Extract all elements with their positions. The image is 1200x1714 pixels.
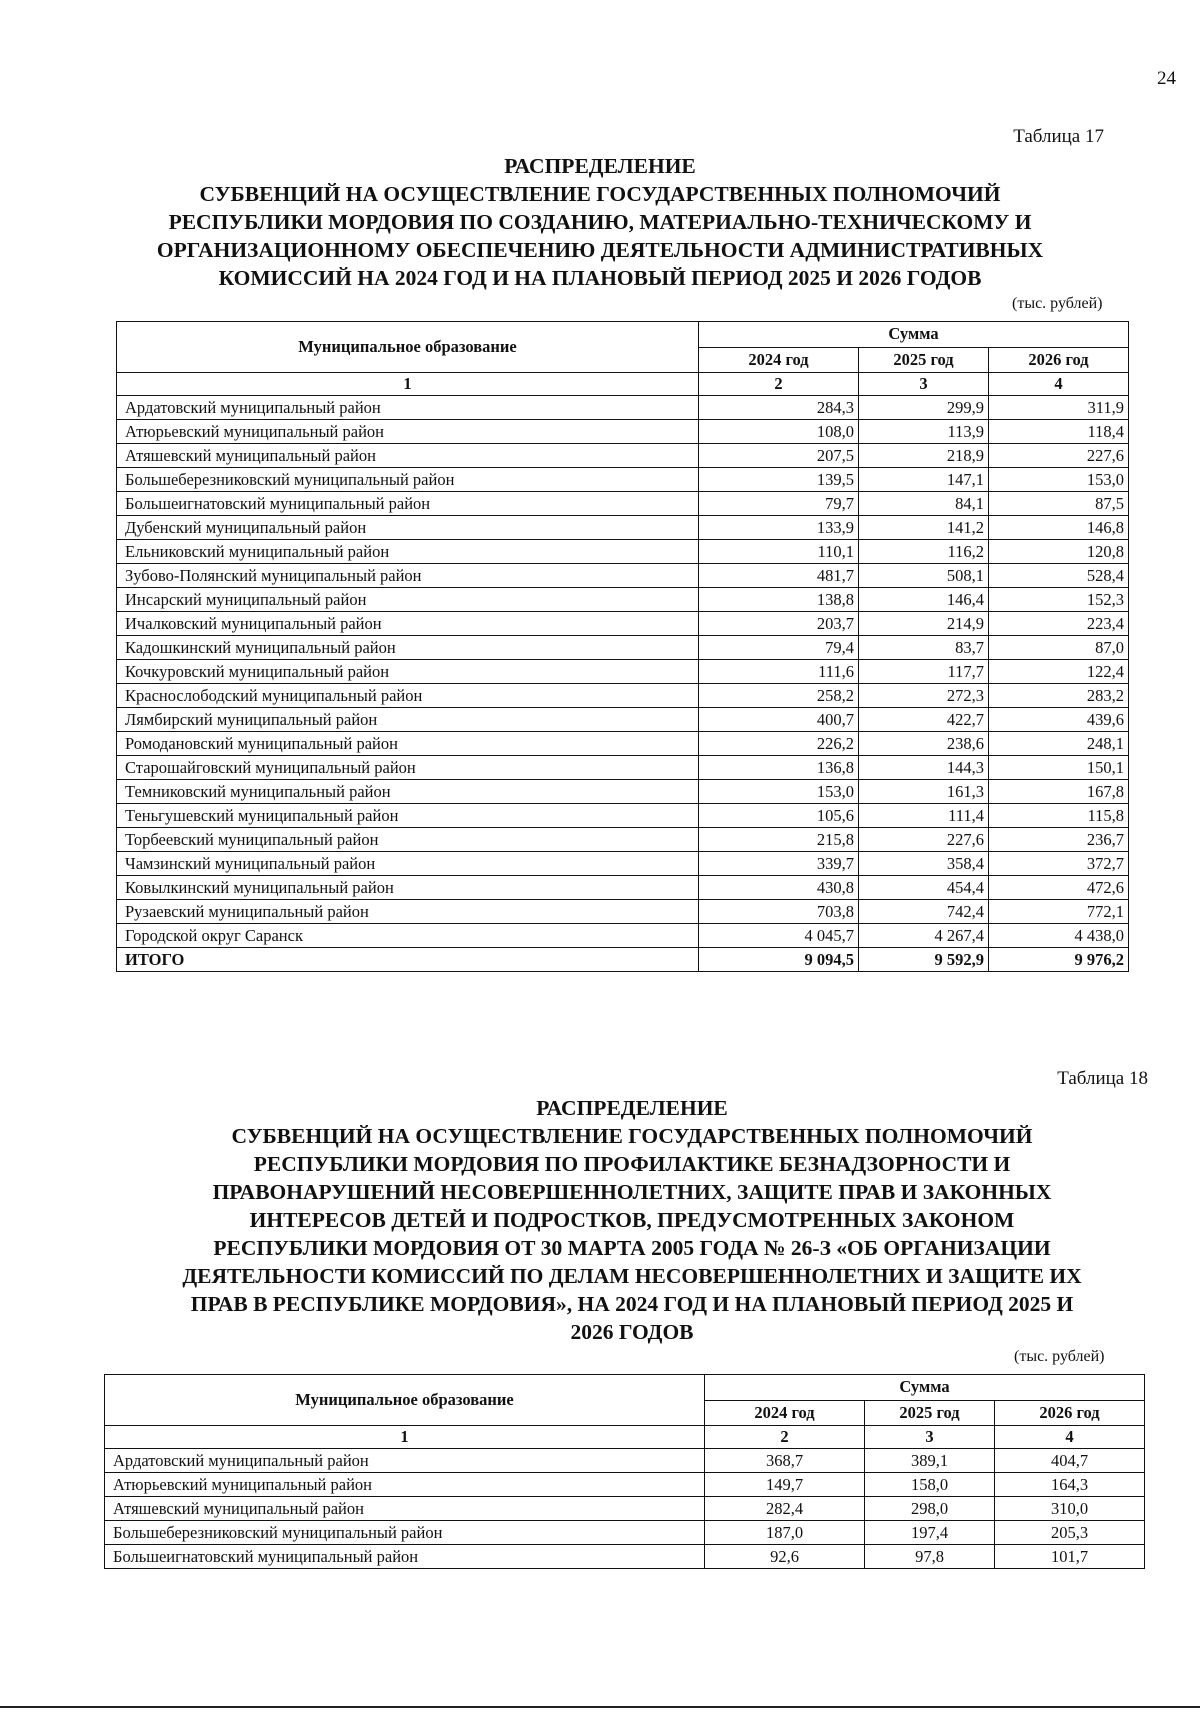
table-row [117, 468, 1129, 492]
table-row [117, 924, 1129, 948]
municipality-name: Большеигнатовский муниципальный район [117, 492, 699, 516]
value-2026: 772,1 [989, 900, 1129, 924]
table-row [117, 708, 1129, 732]
value-2026: 472,6 [989, 876, 1129, 900]
table-row [105, 1545, 1145, 1569]
value-2025: 4 267,4 [859, 924, 989, 948]
value-2024: 92,6 [705, 1545, 865, 1569]
table-row [105, 1521, 1145, 1545]
value-2025: 197,4 [865, 1521, 995, 1545]
table-17-caption: Таблица 17 [1013, 126, 1104, 147]
year-header: 2026 год [995, 1400, 1145, 1426]
title-line: РЕСПУБЛИКИ МОРДОВИЯ ПО СОЗДАНИЮ, МАТЕРИАЛЬНО-ТЕХНИЧЕСКОМУ И [168, 210, 1032, 234]
municipality-name: Ковылкинский муниципальный район [117, 876, 699, 900]
value-2026: 150,1 [989, 756, 1129, 780]
table-row [117, 876, 1129, 900]
column-number: 1 [117, 373, 699, 396]
year-header: 2025 год [859, 347, 989, 373]
value-2024: 108,0 [699, 420, 859, 444]
total-2026: 9 976,2 [989, 948, 1129, 972]
value-2024: 430,8 [699, 876, 859, 900]
municipality-name: Чамзинский муниципальный район [117, 852, 699, 876]
value-2026: 236,7 [989, 828, 1129, 852]
total-label: ИТОГО [117, 948, 699, 972]
total-row [117, 948, 1129, 972]
municipality-name: Лямбирский муниципальный район [117, 708, 699, 732]
value-2026: 122,4 [989, 660, 1129, 684]
municipality-name: Атюрьевский муниципальный район [117, 420, 699, 444]
value-2024: 136,8 [699, 756, 859, 780]
title-line: СУБВЕНЦИЙ НА ОСУЩЕСТВЛЕНИЕ ГОСУДАРСТВЕННЫХ ПОЛНОМОЧИЙ [231, 1124, 1033, 1148]
table-row [117, 636, 1129, 660]
value-2024: 258,2 [699, 684, 859, 708]
value-2026: 120,8 [989, 540, 1129, 564]
table-row [105, 1473, 1145, 1497]
table-row [117, 588, 1129, 612]
value-2024: 400,7 [699, 708, 859, 732]
value-2024: 111,6 [699, 660, 859, 684]
value-2025: 158,0 [865, 1473, 995, 1497]
table-row [117, 780, 1129, 804]
value-2024: 149,7 [705, 1473, 865, 1497]
municipality-name: Инсарский муниципальный район [117, 588, 699, 612]
municipality-name: Зубово-Полянский муниципальный район [117, 564, 699, 588]
table-row [117, 732, 1129, 756]
header-row [117, 322, 1129, 348]
value-2024: 284,3 [699, 396, 859, 420]
value-2024: 282,4 [705, 1497, 865, 1521]
table-row [117, 660, 1129, 684]
municipality-name: Атяшевский муниципальный район [105, 1497, 705, 1521]
total-2025: 9 592,9 [859, 948, 989, 972]
municipality-name: Ардатовский муниципальный район [117, 396, 699, 420]
table-row [117, 516, 1129, 540]
value-2025: 111,4 [859, 804, 989, 828]
value-2026: 205,3 [995, 1521, 1145, 1545]
municipality-name: Атюрьевский муниципальный район [105, 1473, 705, 1497]
title-line: РЕСПУБЛИКИ МОРДОВИЯ ПО ПРОФИЛАКТИКЕ БЕЗНАДЗОРНОСТИ И [253, 1152, 1011, 1176]
table-17-units: (тыс. рублей) [1012, 295, 1103, 312]
value-2025: 84,1 [859, 492, 989, 516]
value-2025: 742,4 [859, 900, 989, 924]
value-2024: 203,7 [699, 612, 859, 636]
municipality-name: Краснослободский муниципальный район [117, 684, 699, 708]
value-2024: 133,9 [699, 516, 859, 540]
value-2026: 87,5 [989, 492, 1129, 516]
table-row [117, 612, 1129, 636]
municipality-name: Ельниковский муниципальный район [117, 540, 699, 564]
value-2026: 372,7 [989, 852, 1129, 876]
municipality-name: Ардатовский муниципальный район [105, 1449, 705, 1473]
value-2025: 272,3 [859, 684, 989, 708]
value-2024: 110,1 [699, 540, 859, 564]
value-2026: 248,1 [989, 732, 1129, 756]
title-line: РАСПРЕДЕЛЕНИЕ [536, 1096, 728, 1120]
title-line: СУБВЕНЦИЙ НА ОСУЩЕСТВЛЕНИЕ ГОСУДАРСТВЕННЫХ ПОЛНОМОЧИЙ [199, 182, 1001, 206]
title-line: РЕСПУБЛИКИ МОРДОВИЯ ОТ 30 МАРТА 2005 ГОДА № 26-З «ОБ ОРГАНИЗАЦИИ [213, 1236, 1051, 1260]
value-2026: 115,8 [989, 804, 1129, 828]
table-row [117, 852, 1129, 876]
table-row [117, 540, 1129, 564]
total-2024: 9 094,5 [699, 948, 859, 972]
value-2026: 164,3 [995, 1473, 1145, 1497]
value-2025: 358,4 [859, 852, 989, 876]
municipality-header: Муниципальное образование [105, 1375, 705, 1426]
value-2026: 404,7 [995, 1449, 1145, 1473]
value-2025: 113,9 [859, 420, 989, 444]
municipality-name: Старошайговский муниципальный район [117, 756, 699, 780]
municipality-name: Рузаевский муниципальный район [117, 900, 699, 924]
value-2025: 147,1 [859, 468, 989, 492]
value-2026: 528,4 [989, 564, 1129, 588]
table-row [117, 828, 1129, 852]
sum-header: Сумма [705, 1375, 1145, 1401]
table-row [117, 684, 1129, 708]
title-line: ОРГАНИЗАЦИОННОМУ ОБЕСПЕЧЕНИЮ ДЕЯТЕЛЬНОСТИ АДМИНИСТРАТИВНЫХ [156, 238, 1044, 262]
year-header: 2024 год [705, 1400, 865, 1426]
header-row [105, 1375, 1145, 1401]
column-number-row [105, 1426, 1145, 1449]
column-number: 4 [989, 373, 1129, 396]
value-2025: 83,7 [859, 636, 989, 660]
table-row [105, 1449, 1145, 1473]
sum-header: Сумма [699, 322, 1129, 348]
value-2025: 389,1 [865, 1449, 995, 1473]
column-number-row [117, 373, 1129, 396]
value-2025: 422,7 [859, 708, 989, 732]
value-2026: 146,8 [989, 516, 1129, 540]
value-2025: 218,9 [859, 444, 989, 468]
table-18-title [112, 1094, 1152, 1346]
column-number: 2 [699, 373, 859, 396]
value-2024: 153,0 [699, 780, 859, 804]
value-2024: 79,4 [699, 636, 859, 660]
value-2024: 138,8 [699, 588, 859, 612]
table-18 [104, 1374, 1145, 1569]
value-2025: 298,0 [865, 1497, 995, 1521]
value-2025: 238,6 [859, 732, 989, 756]
year-header: 2026 год [989, 347, 1129, 373]
municipality-name: Большеигнатовский муниципальный район [105, 1545, 705, 1569]
column-number: 4 [995, 1426, 1145, 1449]
table-row [105, 1497, 1145, 1521]
value-2024: 207,5 [699, 444, 859, 468]
value-2024: 215,8 [699, 828, 859, 852]
value-2026: 439,6 [989, 708, 1129, 732]
value-2025: 116,2 [859, 540, 989, 564]
municipality-name: Темниковский муниципальный район [117, 780, 699, 804]
value-2024: 139,5 [699, 468, 859, 492]
value-2025: 117,7 [859, 660, 989, 684]
municipality-name: Атяшевский муниципальный район [117, 444, 699, 468]
table-row [117, 420, 1129, 444]
value-2024: 4 045,7 [699, 924, 859, 948]
value-2025: 214,9 [859, 612, 989, 636]
value-2026: 152,3 [989, 588, 1129, 612]
column-number: 2 [705, 1426, 865, 1449]
title-line: РАСПРЕДЕЛЕНИЕ [504, 154, 696, 178]
title-line: 2026 ГОДОВ [570, 1320, 694, 1344]
value-2025: 299,9 [859, 396, 989, 420]
value-2026: 311,9 [989, 396, 1129, 420]
value-2024: 79,7 [699, 492, 859, 516]
value-2024: 226,2 [699, 732, 859, 756]
value-2026: 87,0 [989, 636, 1129, 660]
value-2024: 703,8 [699, 900, 859, 924]
value-2025: 508,1 [859, 564, 989, 588]
value-2024: 481,7 [699, 564, 859, 588]
value-2025: 454,4 [859, 876, 989, 900]
table-17-title [80, 152, 1120, 292]
title-line: ПРАВОНАРУШЕНИЙ НЕСОВЕРШЕННОЛЕТНИХ, ЗАЩИТЕ ПРАВ И ЗАКОННЫХ [212, 1180, 1052, 1204]
table-row [117, 444, 1129, 468]
municipality-name: Теньгушевский муниципальный район [117, 804, 699, 828]
value-2024: 339,7 [699, 852, 859, 876]
table-row [117, 396, 1129, 420]
value-2025: 161,3 [859, 780, 989, 804]
table-row [117, 564, 1129, 588]
value-2025: 141,2 [859, 516, 989, 540]
value-2025: 227,6 [859, 828, 989, 852]
title-line: ПРАВ В РЕСПУБЛИКЕ МОРДОВИЯ», НА 2024 ГОД И НА ПЛАНОВЫЙ ПЕРИОД 2025 И [190, 1292, 1074, 1316]
value-2026: 223,4 [989, 612, 1129, 636]
municipality-name: Большеберезниковский муниципальный район [105, 1521, 705, 1545]
table-row [117, 492, 1129, 516]
value-2024: 187,0 [705, 1521, 865, 1545]
title-line: ДЕЯТЕЛЬНОСТИ КОМИССИЙ ПО ДЕЛАМ НЕСОВЕРШЕННОЛЕТНИХ И ЗАЩИТЕ ИХ [182, 1264, 1082, 1288]
page-number: 24 [1157, 68, 1176, 89]
value-2026: 283,2 [989, 684, 1129, 708]
municipality-name: Ичалковский муниципальный район [117, 612, 699, 636]
value-2026: 118,4 [989, 420, 1129, 444]
year-header: 2025 год [865, 1400, 995, 1426]
municipality-header: Муниципальное образование [117, 322, 699, 373]
municipality-name: Дубенский муниципальный район [117, 516, 699, 540]
page-bottom-edge [0, 1706, 1200, 1708]
value-2026: 153,0 [989, 468, 1129, 492]
title-line: КОМИССИЙ НА 2024 ГОД И НА ПЛАНОВЫЙ ПЕРИОД 2025 И 2026 ГОДОВ [218, 266, 982, 290]
table-18-caption: Таблица 18 [1057, 1068, 1148, 1089]
municipality-name: Большеберезниковский муниципальный район [117, 468, 699, 492]
table-row [117, 756, 1129, 780]
column-number: 1 [105, 1426, 705, 1449]
municipality-name: Торбеевский муниципальный район [117, 828, 699, 852]
value-2024: 105,6 [699, 804, 859, 828]
value-2024: 368,7 [705, 1449, 865, 1473]
table-row [117, 900, 1129, 924]
table-18-units: (тыс. рублей) [1014, 1348, 1105, 1365]
year-header: 2024 год [699, 347, 859, 373]
value-2026: 4 438,0 [989, 924, 1129, 948]
column-number: 3 [859, 373, 989, 396]
value-2025: 144,3 [859, 756, 989, 780]
value-2026: 227,6 [989, 444, 1129, 468]
value-2025: 146,4 [859, 588, 989, 612]
municipality-name: Кочкуровский муниципальный район [117, 660, 699, 684]
municipality-name: Кадошкинский муниципальный район [117, 636, 699, 660]
municipality-name: Ромодановский муниципальный район [117, 732, 699, 756]
table-17 [116, 321, 1129, 972]
value-2026: 167,8 [989, 780, 1129, 804]
title-line: ИНТЕРЕСОВ ДЕТЕЙ И ПОДРОСТКОВ, ПРЕДУСМОТРЕННЫХ ЗАКОНОМ [249, 1208, 1015, 1232]
value-2026: 310,0 [995, 1497, 1145, 1521]
column-number: 3 [865, 1426, 995, 1449]
value-2026: 101,7 [995, 1545, 1145, 1569]
table-row [117, 804, 1129, 828]
municipality-name: Городской округ Саранск [117, 924, 699, 948]
value-2025: 97,8 [865, 1545, 995, 1569]
